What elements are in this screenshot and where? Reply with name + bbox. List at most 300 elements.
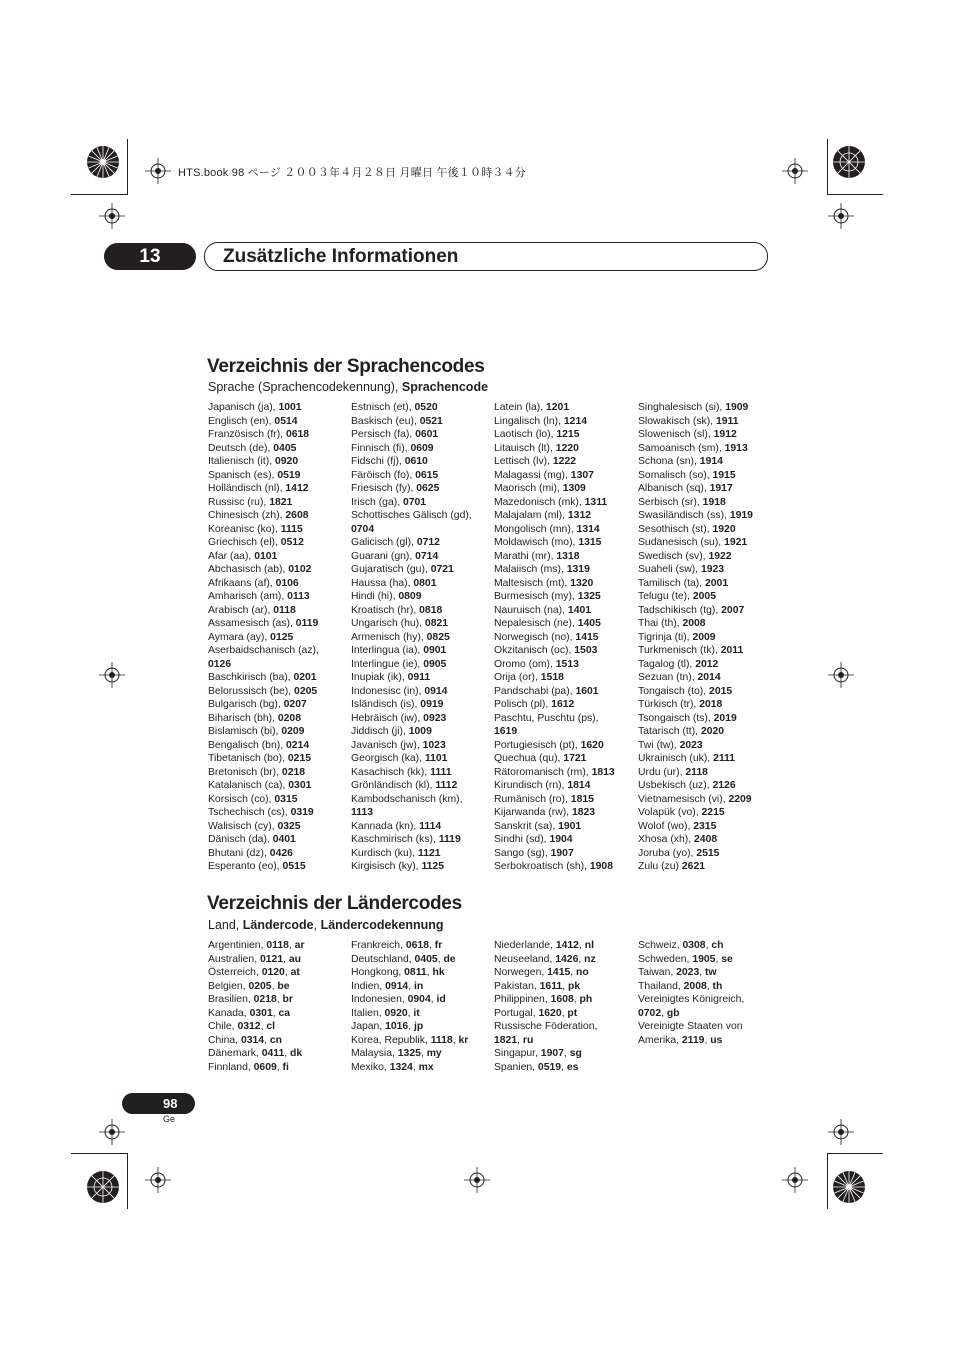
country-name: Hongkong, bbox=[351, 967, 405, 978]
language-code: 2014 bbox=[697, 672, 721, 683]
language-code: 1111 bbox=[430, 766, 452, 778]
language-name: Ukrainisch (uk), bbox=[638, 753, 714, 764]
language-name: Georgisch (ka), bbox=[351, 753, 425, 764]
country-abbreviation: sg bbox=[569, 1048, 582, 1059]
language-name: Zulu (zu) bbox=[638, 861, 682, 872]
language-code: 1325 bbox=[577, 591, 601, 602]
language-name: Holländisch (nl), bbox=[208, 483, 286, 494]
language-name: Interlingue (ie), bbox=[351, 658, 424, 670]
language-entry bbox=[351, 739, 491, 753]
country-entry bbox=[638, 966, 778, 980]
language-code: 1201 bbox=[545, 402, 570, 413]
language-code: 2215 bbox=[701, 807, 725, 818]
language-entry bbox=[494, 698, 634, 712]
language-code: 1023 bbox=[422, 739, 446, 751]
language-code: 0512 bbox=[280, 537, 304, 548]
language-name: Gujaratisch (gu), bbox=[351, 564, 431, 575]
language-entry bbox=[351, 442, 491, 456]
country-entry bbox=[208, 993, 348, 1007]
language-code: 0521 bbox=[419, 415, 443, 427]
registration-mark-icon bbox=[99, 1119, 125, 1145]
language-entry bbox=[494, 820, 634, 834]
language-code: 1114 bbox=[419, 820, 442, 832]
country-entry bbox=[208, 939, 348, 953]
language-entry bbox=[351, 806, 491, 820]
language-name: Russisc (ru), bbox=[208, 496, 270, 508]
language-name: Kaschmirisch (ks), bbox=[351, 834, 439, 845]
country-entry bbox=[494, 1047, 634, 1061]
language-entry bbox=[208, 685, 348, 699]
language-entry bbox=[494, 563, 634, 577]
language-name: Norwegisch (no), bbox=[494, 631, 576, 643]
country-abbreviation: se bbox=[721, 953, 733, 965]
language-name: Sango (sg), bbox=[494, 847, 551, 859]
language-entry bbox=[638, 671, 778, 685]
language-code: 1815 bbox=[570, 793, 594, 805]
language-code: 1119 bbox=[438, 834, 461, 845]
country-abbreviation: kr bbox=[458, 1034, 469, 1046]
language-entry bbox=[208, 550, 348, 564]
language-code: 0618 bbox=[285, 429, 310, 440]
language-code: 0126 bbox=[208, 658, 232, 670]
country-entry bbox=[351, 1061, 491, 1075]
country-column bbox=[351, 939, 491, 1074]
language-code: 1911 bbox=[715, 415, 739, 427]
language-name: Tagalog (tl), bbox=[638, 658, 696, 670]
language-name: Schona (sn), bbox=[638, 456, 700, 467]
color-wheel-mark-icon bbox=[86, 1170, 120, 1209]
language-name: Tatarisch (tt), bbox=[638, 726, 701, 737]
language-name: Bhutani (dz), bbox=[208, 847, 270, 859]
language-entry bbox=[208, 739, 348, 753]
language-entry bbox=[638, 415, 778, 429]
language-name: Sudanesisch (su), bbox=[638, 537, 725, 548]
language-name: Koreanisc (ko), bbox=[208, 523, 281, 535]
page-number: 98 bbox=[163, 1096, 178, 1111]
country-name: Singapur, bbox=[494, 1048, 541, 1059]
country-entry bbox=[638, 1034, 778, 1048]
code-separator: , bbox=[408, 1021, 414, 1032]
country-code: 1415 bbox=[547, 967, 571, 978]
language-entry bbox=[638, 712, 778, 726]
language-entry bbox=[351, 604, 491, 618]
subtitle-text: Land, bbox=[208, 918, 243, 932]
language-entry bbox=[494, 469, 634, 483]
language-code: 1112 bbox=[435, 780, 458, 791]
language-entry bbox=[351, 550, 491, 564]
country-code: 0609 bbox=[253, 1061, 277, 1073]
code-separator: , bbox=[407, 1007, 414, 1019]
country-entry bbox=[494, 993, 634, 1007]
country-entry bbox=[208, 1061, 348, 1075]
language-name: Esperanto (eo), bbox=[208, 861, 283, 872]
language-code: 0315 bbox=[274, 793, 298, 805]
language-name: Nauruisch (na), bbox=[494, 604, 568, 616]
language-name: Laotisch (lo), bbox=[494, 429, 557, 440]
language-entry bbox=[208, 847, 348, 861]
language-entry bbox=[494, 833, 634, 847]
country-entry bbox=[351, 939, 491, 953]
country-entry bbox=[351, 1047, 491, 1061]
country-code: 0411 bbox=[261, 1048, 285, 1059]
language-entry bbox=[351, 617, 491, 631]
language-code: 0920 bbox=[274, 456, 299, 467]
language-column bbox=[638, 401, 778, 874]
language-name: Pandschabi (pa), bbox=[494, 685, 576, 697]
subtitle-bold: Sprachencode bbox=[401, 380, 489, 394]
language-code: 1503 bbox=[574, 645, 598, 656]
code-separator: , bbox=[561, 1061, 567, 1073]
language-code: 0901 bbox=[423, 645, 447, 656]
country-name: Spanien, bbox=[494, 1061, 538, 1073]
language-name: Kurdisch (ku), bbox=[351, 847, 418, 859]
language-name: Burmesisch (my), bbox=[494, 591, 578, 602]
language-name: Moldawisch (mo), bbox=[494, 537, 579, 548]
language-entry bbox=[208, 617, 348, 631]
country-name: Portugal, bbox=[494, 1007, 539, 1019]
country-abbreviation: no bbox=[576, 967, 589, 978]
language-name: Färöisch (fo), bbox=[351, 469, 416, 481]
language-entry bbox=[638, 604, 778, 618]
country-code: 0312 bbox=[237, 1021, 261, 1032]
country-entry bbox=[351, 1034, 491, 1048]
code-separator: , bbox=[288, 940, 295, 951]
language-entry bbox=[494, 415, 634, 429]
language-entry bbox=[208, 698, 348, 712]
crop-line bbox=[127, 1153, 128, 1209]
language-name: Afar (aa), bbox=[208, 550, 255, 562]
language-entry bbox=[351, 469, 491, 483]
country-name: Philippinen, bbox=[494, 994, 551, 1005]
language-code: 1601 bbox=[575, 685, 599, 697]
language-name: Korsisch (co), bbox=[208, 793, 275, 805]
country-abbreviation: in bbox=[414, 980, 424, 992]
language-name: Rumänisch (ro), bbox=[494, 793, 571, 805]
country-code: 0920 bbox=[384, 1007, 408, 1019]
language-entry bbox=[208, 779, 348, 793]
chapter-title: Zusätzliche Informationen bbox=[223, 246, 459, 267]
country-code: 1821 bbox=[494, 1034, 518, 1046]
country-code: 0811 bbox=[404, 967, 427, 978]
country-abbreviation: mx bbox=[418, 1061, 434, 1073]
language-entry bbox=[208, 833, 348, 847]
code-separator: , bbox=[562, 980, 568, 992]
language-code: 1415 bbox=[575, 631, 599, 643]
country-code: 0121 bbox=[259, 953, 284, 965]
language-name: Griechisch (el), bbox=[208, 537, 281, 548]
language-code: 0601 bbox=[415, 429, 439, 440]
language-name: Tschechisch (cs), bbox=[208, 807, 291, 818]
language-code: 0401 bbox=[272, 834, 296, 845]
language-name: Estnisch (et), bbox=[351, 402, 415, 413]
language-code: 1908 bbox=[589, 861, 613, 872]
language-name: Hindi (hi), bbox=[351, 591, 399, 602]
code-separator: , bbox=[284, 1048, 291, 1059]
subtitle-bold: Ländercodekennung bbox=[320, 918, 444, 932]
country-abbreviation: pk bbox=[567, 980, 581, 992]
language-name: Joruba (yo), bbox=[638, 847, 697, 859]
language-code: 2621 bbox=[681, 861, 706, 872]
language-entry bbox=[351, 820, 491, 834]
language-entry bbox=[351, 779, 491, 793]
language-entry bbox=[208, 563, 348, 577]
language-section-subtitle bbox=[208, 380, 488, 394]
language-code: 1412 bbox=[285, 483, 309, 494]
language-code: 2111 bbox=[713, 753, 736, 764]
language-name: Twi (tw), bbox=[638, 739, 680, 751]
language-name: Guarani (gn), bbox=[351, 550, 416, 562]
language-entry bbox=[208, 806, 348, 820]
language-name: Haussa (ha), bbox=[351, 577, 414, 589]
country-code: 0405 bbox=[414, 953, 438, 965]
language-entry bbox=[208, 469, 348, 483]
language-code: 1921 bbox=[724, 537, 748, 548]
language-entry bbox=[638, 523, 778, 537]
language-entry bbox=[351, 401, 491, 415]
country-abbreviation: jp bbox=[414, 1021, 424, 1032]
code-separator: , bbox=[276, 994, 283, 1005]
country-code: 1426 bbox=[555, 953, 579, 965]
language-code: 0615 bbox=[415, 469, 439, 481]
crop-line bbox=[827, 1153, 883, 1154]
registration-mark-icon bbox=[828, 662, 854, 688]
language-code: 0721 bbox=[430, 564, 454, 575]
language-code: 0201 bbox=[293, 672, 317, 683]
language-name: Kirundisch (rn), bbox=[494, 780, 568, 791]
country-abbreviation: gb bbox=[666, 1007, 680, 1019]
language-name: Singhalesisch (si), bbox=[638, 402, 726, 413]
country-abbreviation: tw bbox=[705, 967, 717, 978]
country-column bbox=[638, 939, 778, 1047]
language-entry bbox=[494, 793, 634, 807]
language-entry bbox=[351, 833, 491, 847]
country-abbreviation: cn bbox=[269, 1034, 282, 1046]
country-entry bbox=[208, 953, 348, 967]
language-entry bbox=[208, 712, 348, 726]
code-separator: , bbox=[428, 940, 435, 951]
country-name: Brasilien, bbox=[208, 994, 254, 1005]
registration-mark-icon bbox=[828, 1119, 854, 1145]
language-entry bbox=[351, 847, 491, 861]
language-entry bbox=[351, 860, 491, 874]
language-entry bbox=[208, 577, 348, 591]
language-name: Tongaisch (to), bbox=[638, 685, 710, 697]
language-name: Bislamisch (bi), bbox=[208, 726, 282, 737]
language-name: Amharisch (am), bbox=[208, 591, 288, 602]
country-code: 0218 bbox=[253, 994, 277, 1005]
language-code: 0125 bbox=[270, 631, 294, 643]
language-name: Tibetanisch (bo), bbox=[208, 753, 288, 764]
country-abbreviation: br bbox=[282, 994, 293, 1005]
country-name: Vereinigtes Königreich, bbox=[638, 994, 745, 1005]
language-code: 0101 bbox=[254, 550, 278, 562]
language-code: 2515 bbox=[696, 847, 720, 859]
language-entry bbox=[638, 685, 778, 699]
country-abbreviation: my bbox=[426, 1048, 442, 1059]
language-code: 0319 bbox=[290, 807, 314, 818]
registration-mark-icon bbox=[99, 662, 125, 688]
country-entry bbox=[494, 1034, 634, 1048]
country-name: Vereinigte Staaten von bbox=[638, 1021, 743, 1032]
language-entry bbox=[351, 658, 491, 672]
country-name: Norwegen, bbox=[494, 967, 548, 978]
language-code: 1307 bbox=[570, 469, 594, 481]
country-code: 1905 bbox=[692, 953, 716, 965]
language-name: Katalanisch (ca), bbox=[208, 780, 289, 791]
language-name: Mongolisch (mn), bbox=[494, 523, 577, 535]
country-entry bbox=[494, 1061, 634, 1075]
country-code: 2008 bbox=[683, 980, 707, 992]
country-entry bbox=[638, 939, 778, 953]
language-name: Telugu (te), bbox=[638, 591, 693, 602]
country-entry bbox=[638, 980, 778, 994]
language-code: 2011 bbox=[720, 645, 744, 656]
country-name: Deutschland, bbox=[351, 953, 415, 965]
language-entry bbox=[638, 779, 778, 793]
crop-line bbox=[827, 1153, 828, 1209]
country-abbreviation: at bbox=[290, 967, 300, 978]
language-name: Samoanisch (sm), bbox=[638, 442, 725, 454]
country-entry bbox=[351, 980, 491, 994]
language-code: 1918 bbox=[702, 496, 726, 508]
language-code: 1914 bbox=[699, 456, 723, 467]
country-name: Frankreich, bbox=[351, 940, 406, 951]
language-entry bbox=[494, 685, 634, 699]
language-name: Sindhi (sd), bbox=[494, 834, 550, 845]
subtitle-bold: Ländercode bbox=[242, 918, 314, 932]
language-entry bbox=[638, 590, 778, 604]
language-name: Thai (th), bbox=[638, 618, 683, 629]
country-name: Belgien, bbox=[208, 980, 249, 992]
language-entry bbox=[494, 577, 634, 591]
language-name: Galicisch (gl), bbox=[351, 537, 417, 548]
language-entry bbox=[638, 469, 778, 483]
code-separator: , bbox=[699, 967, 706, 978]
language-entry bbox=[494, 671, 634, 685]
country-name: Taiwan, bbox=[638, 967, 677, 978]
language-entry bbox=[351, 712, 491, 726]
language-name: Quechua (qu), bbox=[494, 753, 564, 764]
language-code: 1121 bbox=[417, 847, 441, 859]
language-name: Swasiländisch (ss), bbox=[638, 510, 730, 521]
language-code: 0818 bbox=[419, 604, 443, 616]
language-name: Türkisch (tr), bbox=[638, 699, 700, 710]
country-abbreviation: au bbox=[288, 953, 302, 965]
language-entry bbox=[351, 523, 491, 537]
language-code: 1115 bbox=[280, 523, 303, 535]
language-name: Deutsch (de), bbox=[208, 442, 274, 454]
language-entry bbox=[351, 482, 491, 496]
language-entry bbox=[638, 577, 778, 591]
language-name: Urdu (ur), bbox=[638, 766, 686, 778]
language-code: 1311 bbox=[584, 496, 608, 508]
language-entry bbox=[638, 658, 778, 672]
language-name: Italienisch (it), bbox=[208, 456, 275, 467]
country-name: Malaysia, bbox=[351, 1048, 398, 1059]
language-entry bbox=[351, 698, 491, 712]
language-code: 0301 bbox=[288, 780, 312, 791]
code-separator: , bbox=[661, 1007, 667, 1019]
language-entry bbox=[638, 482, 778, 496]
language-name: Interlingua (ia), bbox=[351, 645, 424, 656]
language-name: Abchasisch (ab), bbox=[208, 564, 289, 575]
language-entry bbox=[351, 725, 491, 739]
country-abbreviation: ch bbox=[711, 940, 724, 951]
language-entry bbox=[351, 685, 491, 699]
country-code: 2023 bbox=[676, 967, 700, 978]
code-separator: , bbox=[704, 1034, 711, 1046]
page-language: Ge bbox=[163, 1114, 176, 1124]
country-name: Schweden, bbox=[638, 953, 693, 965]
language-code: 2023 bbox=[679, 739, 703, 751]
country-entry bbox=[208, 1020, 348, 1034]
page-number-badge bbox=[122, 1093, 195, 1114]
country-name: Korea, Republik, bbox=[351, 1034, 431, 1046]
language-code: 1923 bbox=[700, 564, 725, 575]
language-entry bbox=[494, 536, 634, 550]
country-name: Indonesien, bbox=[351, 994, 408, 1005]
code-separator: , bbox=[437, 953, 444, 965]
code-separator: , bbox=[283, 953, 289, 965]
language-code: 2005 bbox=[692, 591, 716, 602]
country-code: 0618 bbox=[405, 940, 429, 951]
language-code: 2020 bbox=[700, 726, 725, 737]
language-entry bbox=[638, 847, 778, 861]
language-entry bbox=[494, 482, 634, 496]
country-name: Neuseeland, bbox=[494, 953, 556, 965]
language-entry bbox=[638, 496, 778, 510]
country-entry bbox=[494, 939, 634, 953]
language-code: 2408 bbox=[694, 834, 718, 845]
language-name: Serbokroatisch (sh), bbox=[494, 861, 590, 872]
country-code: 2119 bbox=[681, 1034, 705, 1046]
language-code: 0106 bbox=[275, 577, 299, 589]
language-name: Lettisch (lv), bbox=[494, 456, 553, 467]
language-name: Bengalisch (bn), bbox=[208, 739, 286, 751]
language-code: 0215 bbox=[287, 753, 312, 764]
language-name: Okzitanisch (oc), bbox=[494, 645, 575, 656]
language-name: Litauisch (lt), bbox=[494, 442, 556, 454]
language-name: Französisch (fr), bbox=[208, 429, 286, 440]
language-entry bbox=[494, 806, 634, 820]
crop-line bbox=[71, 1153, 127, 1154]
code-separator: , bbox=[264, 1034, 270, 1046]
country-entry bbox=[638, 953, 778, 967]
language-section-title: Verzeichnis der Sprachencodes bbox=[207, 356, 485, 377]
language-code: 1904 bbox=[549, 834, 573, 845]
language-entry bbox=[208, 766, 348, 780]
language-code: 1215 bbox=[556, 429, 580, 440]
language-code: 1823 bbox=[571, 807, 596, 818]
language-entry bbox=[208, 590, 348, 604]
language-name: Turkmenisch (tk), bbox=[638, 645, 721, 656]
language-code: 2015 bbox=[709, 685, 733, 697]
country-code: 1324 bbox=[389, 1061, 413, 1073]
country-name: Pakistan, bbox=[494, 980, 540, 992]
language-name: Bulgarisch (bg), bbox=[208, 699, 284, 710]
language-code: 0208 bbox=[277, 712, 301, 724]
language-code: 0911 bbox=[407, 672, 431, 683]
language-entry bbox=[351, 415, 491, 429]
language-code: 0625 bbox=[416, 483, 440, 494]
language-code: 0704 bbox=[351, 523, 375, 535]
language-code: 1915 bbox=[712, 469, 736, 481]
language-code: 2608 bbox=[285, 510, 309, 521]
language-name: Xhosa (xh), bbox=[638, 834, 695, 845]
language-entry bbox=[638, 631, 778, 645]
language-name: Kroatisch (hr), bbox=[351, 604, 420, 616]
language-name: Kannada (kn), bbox=[351, 820, 420, 832]
